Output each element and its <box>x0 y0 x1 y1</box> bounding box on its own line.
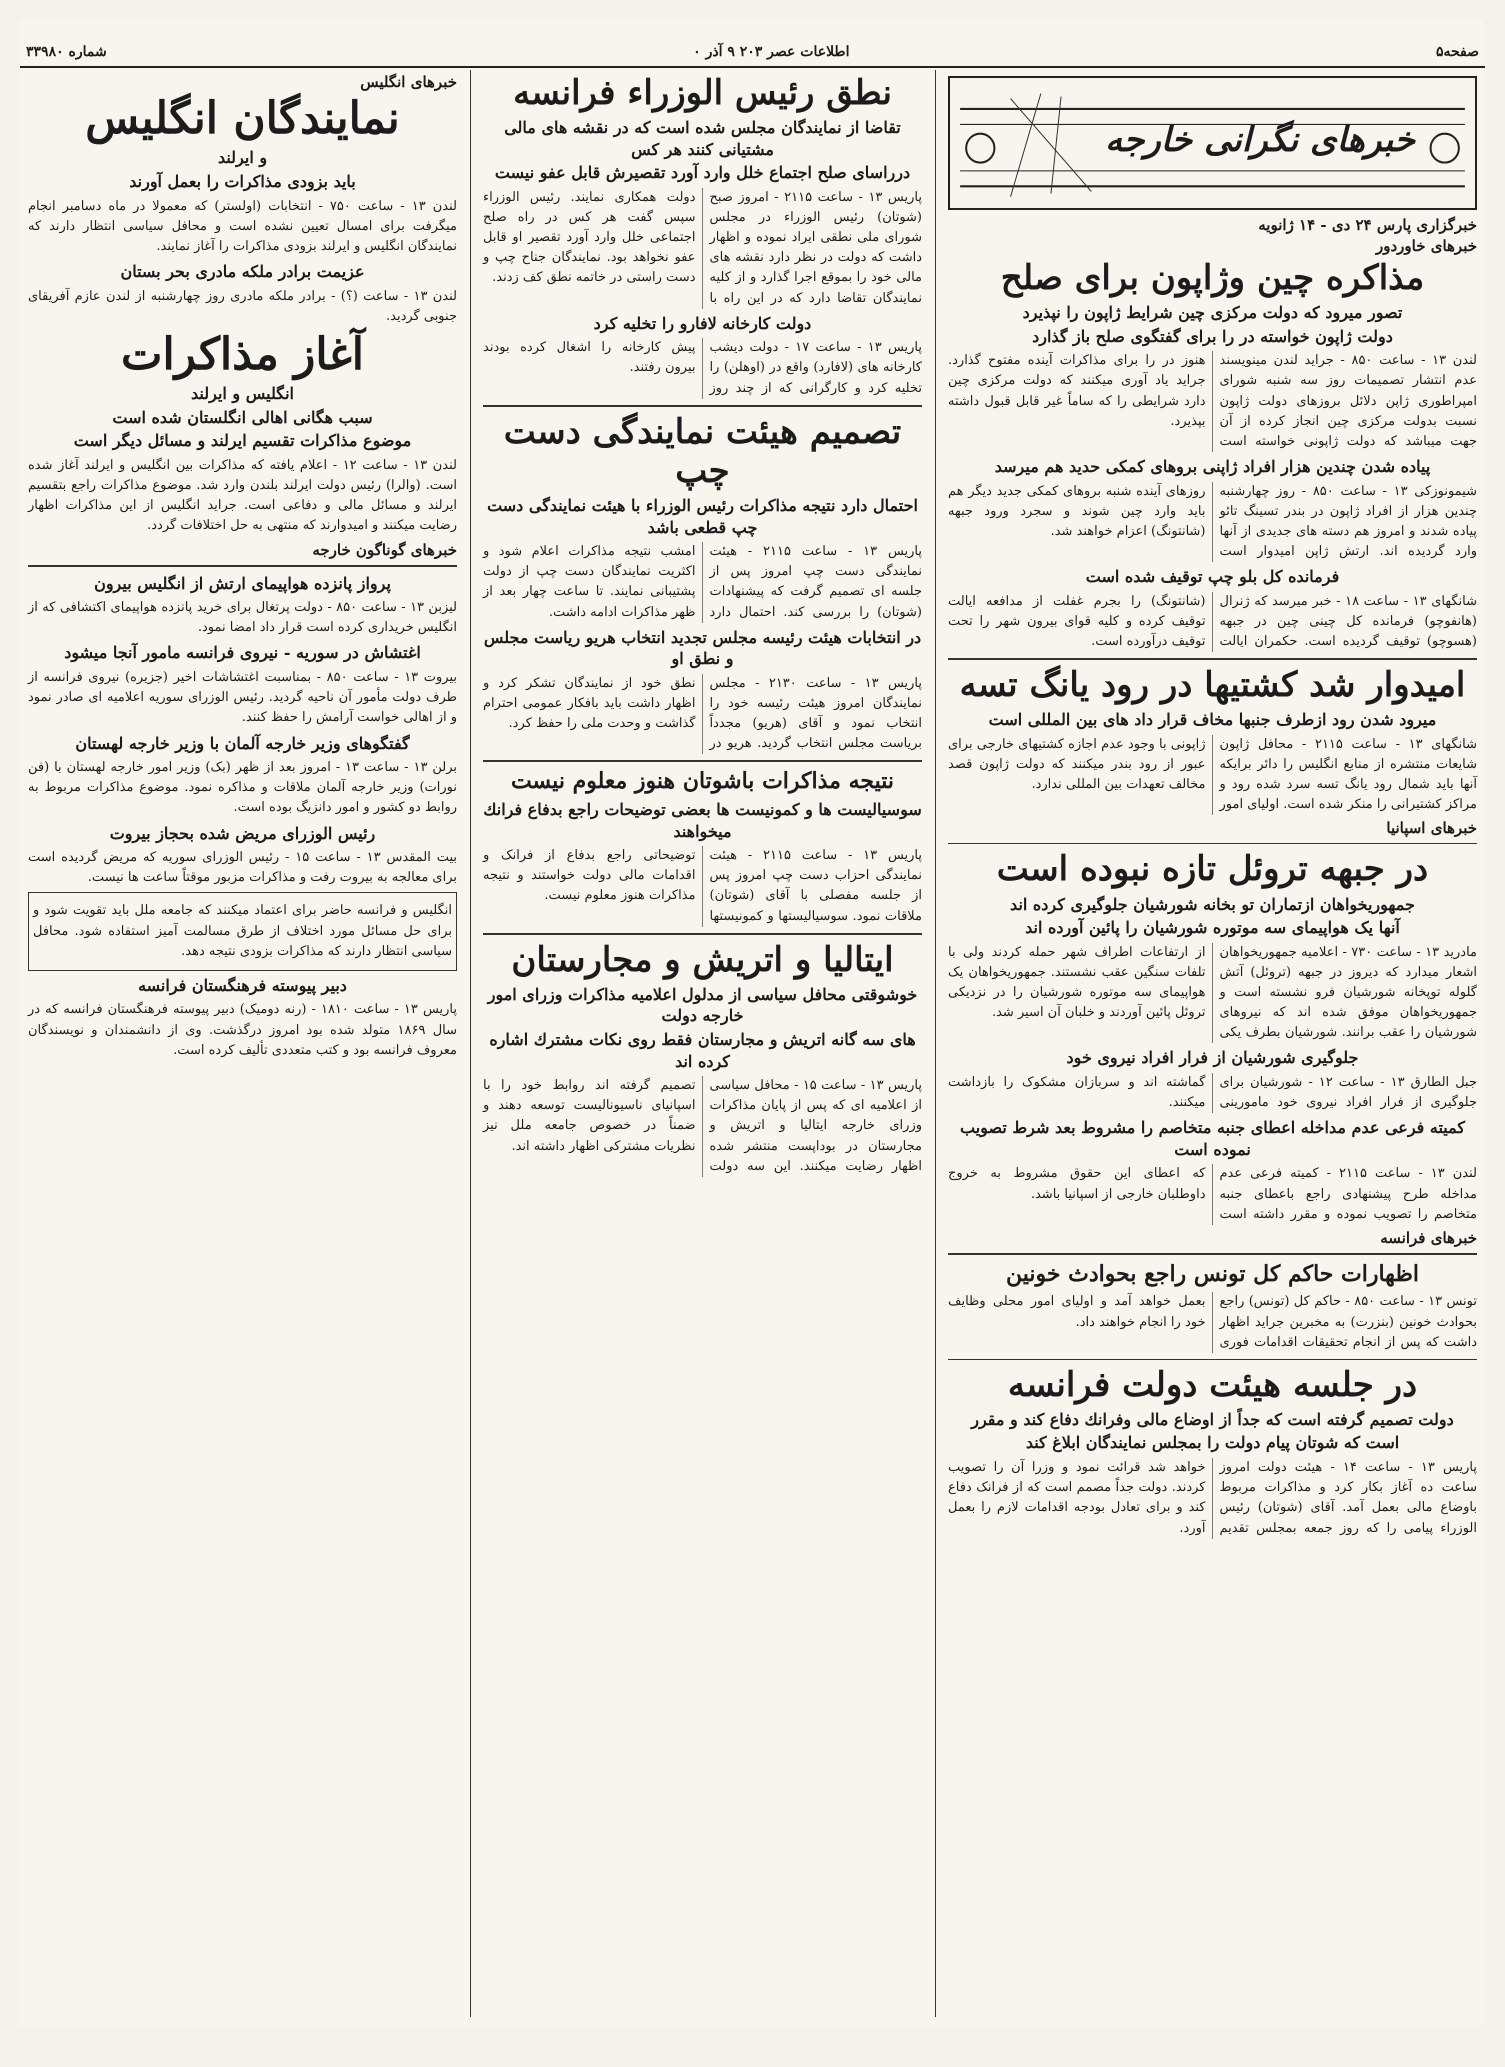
divider <box>948 843 1477 844</box>
article-body: پاریس ۱۳ - ساعت ۲۱۳۰ - مجلس نمایندگان امروز هیئت رئیسه خود را انتخاب نمود و آقای (هریو) مجدداً بریاست مجلس انتخاب گردید. هریو در نطق خود از نمایندگان تشکر کرد و اظهار داشت باید بافکار عمومی احترام گذاشت و وحدت ملی را حفظ کرد. <box>483 675 922 752</box>
subheadline: خوشوقتی محافل سیاسی از مدلول اعلامیه مذاکرات وزرای امور خارجه دولت <box>487 984 918 1026</box>
headline: تصمیم هیئت نمایندگی دست چپ <box>503 411 902 491</box>
headline: مذاکره چین وژاپون برای صلح <box>1000 258 1425 298</box>
subheadline: سبب هگانی اهالی انگلستان شده است <box>112 407 373 427</box>
headline: نتیجه مذاکرات باشوتان هنوز معلوم نیست <box>510 768 895 795</box>
section-label: خبرهای اسپانیا <box>1386 819 1477 838</box>
headline: در جلسه هیئت دولت فرانسه <box>1007 1364 1418 1405</box>
headline: نطق رئیس الوزراء فرانسه <box>513 73 892 113</box>
page-number-label: صفحه۵ <box>1435 44 1479 60</box>
article-body: تونس ۱۳ - ساعت ۸۵۰ - حاکم کل (تونس) راجع بحوادث خونین (بنزرت) به مخبرین جراید اظهار داشت که پس از انجام تحقیقات اقدامات فوری بعمل خواهد آمد و اولیای امور محلی وظایف خود را انجام خواهند داد. <box>948 1294 1477 1350</box>
article-body: بیت المقدس ۱۳ - ساعت ۱۵ - رئیس الوزرای سوریه که مریض گردیده است برای معالجه به بیروت رفت و مذاکرات مزبور موقتاً ساعت ها نیست. <box>28 850 457 886</box>
divider <box>948 1253 1477 1255</box>
subheadline: است که شوتان پیام دولت را بمجلس نمایندگان ابلاغ کند <box>1025 1433 1400 1453</box>
divider <box>948 658 1477 660</box>
newspaper-page <box>20 20 1485 2027</box>
section-label: خبرهای گوناگون خارجه <box>312 540 457 559</box>
headline: پرواز پانزده هواپیمای ارتش از انگلیس بیرون <box>94 573 391 593</box>
divider <box>483 933 922 935</box>
subheadline: تقاضا از نمایندگان مجلس شده است که در نقشه های مالی مشتیانی کنند هر کس <box>504 118 901 159</box>
headline: در انتخابات هیئت رئیسه مجلس تجدید انتخاب هریو ریاست مجلس و نطق او <box>483 627 922 669</box>
left-column <box>20 70 465 2017</box>
article-body: شانگهای ۱۳ - ساعت ۲۱۱۵ - محافل ژاپون شایعات منتشره از منابع انگلیس را دائر برایکه آنها باید شمال رود یانگ تسه سرد شده رود و مراکز کشتیرانی را منکر شده است. اولیای امور ژاپونی با وجود عدم اجازه کشتیهای خارجی برای عبور از رود بندر میکنند که دولت ژاپون قصد مخالف تعهدات بین المللی ندارد. <box>948 736 1477 813</box>
headline: آغاز مذاکرات <box>121 328 364 380</box>
subheadline: انگلیس و ایرلند <box>191 384 294 404</box>
foreign-news-masthead <box>948 76 1477 210</box>
article-body: شانگهای ۱۳ - ساعت ۱۸ - خبر میرسد که ژنرال (هانفوچو) فرمانده کل چینی چین در جبهه (هسوچو) توقیف گردیده است. حکمران ایالت (شانتونگ) را بجرم غفلت از مدافعه ایالت توقیف کرده و کلیه قوای بیرون شهر را تحت توقیف درآورده است. <box>948 593 1477 650</box>
article-body: شیمونوزکی ۱۳ - ساعت ۸۵۰ - روز چهارشنبه چندین هزار از افراد ژاپون در بندر تسینگ تائو پیاده شدند و امروز هم دسته های جدیدی از آنها وارد گردیده اند. ارتش ژاپن امیدوار است روزهای آینده شنبه بروهای کمکی جدید دیگر هم باید وارد چین شوند و سجرد ورود جبهه (شانتونگ) اعزام خواهند شد. <box>948 483 1477 559</box>
article-body: پاریس ۱۳ - ساعت ۱۴ - هیئت دولت امروز ساعت ده آغاز بکار کرد و مذاکرات مربوط باوضاع مالی بعمل آمد. آقای (شوتان) رئیس الوزراء پیامی را که روز جمعه بمجلس تقدیم خواهد شد قرائت نمود و وزرا آن را تصویب کردند. دولت جداً مصمم است که از فرانک دفاع کند و برای تعادل بودجه اقدامات لازم را بعمل آورد. <box>948 1460 1477 1536</box>
subheadline: میرود شدن رود ازطرف جنبها مخاف قرار داد های بین المللی است <box>988 710 1437 730</box>
column-rule <box>470 70 471 2017</box>
article-body: بیروت ۱۳ - ساعت ۸۵۰ - بمناسبت اغتشاشات اخیر (جزیره) نیروی فرانسه از طرف دولت مأمور آن ناحیه گردید. رئیس الوزرای سوریه اعلامیه ای صادر نمود و از اهالی خواست آرامش را حفظ کنند. <box>28 670 457 726</box>
middle-column <box>475 70 930 2017</box>
article-body: لندن ۱۳ - ساعت ۱۲ - اعلام یافته که مذاکرات بین انگلیس و ایرلند آغاز شده است. (والرا) رئیس دولت ایرلند بلندن وارد شد. موضوع مذاکرات راجع بتقسیم ایرلند و مسائل مالی و دفاعی است. جراید انگلیس از این مذاکرات اظهار رضایت میکنند و امیدوارند که منتهی به حل اختلافات گردد. <box>28 458 457 534</box>
headline: اغتشاش در سوریه - نیروی فرانسه مامور آنجا میشود <box>64 643 421 663</box>
headline: گفتگوهای وزیر خارجه آلمان با وزیر خارجه لهستان <box>75 733 410 753</box>
headline: دبیر پیوسته فرهنگستان فرانسه <box>138 975 347 995</box>
divider <box>483 405 922 407</box>
article-body: پاریس ۱۳ - ساعت ۲۱۱۵ - هیئت نمایندگی دست چپ امروز پس از جلسه ای تصمیم گرفت که پیشنهادات (شوتان) را بررسی کند. احتمال دارد امشب نتیجه مذاکرات اعلام شود و اکثریت نمایندگان دست چپ از دولت پشتیبانی نمایند. تا ساعت چهار بعد از ظهر مذاکرات ادامه داشت. <box>483 544 923 620</box>
article-body: لندن ۱۳ - ساعت (؟) - برادر ملکه مادری روز چهارشنبه از لندن عازم آفریقای جنوبی گردید. <box>28 288 457 324</box>
article-body: پاریس ۱۳ - ساعت ۱۸۱۰ - (رنه دومیک) دبیر پیوسته فرهنگستان فرانسه که در سال ۱۸۶۹ متولد شده بود امروز درگذشت. وی از دانشمندان و نویسندگان معروف فرانسه بود و کتب متعددی تألیف کرده است. <box>28 1002 457 1058</box>
article-body: پاریس ۱۳ - ساعت ۲۱۱۵ - امروز صبح (شوتان) رئیس الوزراء در مجلس شورای ملی نطقی ایراد نموده و اظهار داشت که دولت در نظر دارد نقشه های مالی خود را بموقع اجرا گذارد و از کلیه نمایندگان تقاضا دارد که در این راه با دولت همکاری نمایند. رئیس الوزراء سپس گفت هر کس در راه صلح اجتماعی خلل وارد آورد تقصیر او قابل عفو نخواهد بود. نمایندگان جناح چپ و دست راستی در خاتمه نطق کف زدند. <box>483 189 922 306</box>
article-body: جبل الطارق ۱۳ - ساعت ۱۲ - شورشیان برای جلوگیری از فرار افراد نیروی خود مامورینی گماشته اند و سربازان مشکوک را بازداشت میکنند. <box>948 1074 1478 1111</box>
issue-date: اطلاعات عصر ۲۰۳ ۹ آذر ۰ <box>693 44 850 60</box>
section-label: خبرهای فرانسه <box>1380 1228 1477 1247</box>
section-label: خبرهای انگلیس <box>360 73 457 91</box>
subheadline: سوسیالیست ها و کمونیست ها بعضی توضیحات راجع بدفاع فرانك میخواهند <box>483 799 922 841</box>
subheadline: های سه گانه اتریش و مجارستان فقط روی نکات مشترك اشاره کرده اند <box>489 1029 916 1071</box>
article-body: لندن ۱۳ - ساعت ۷۵۰ - انتخابات (اولستر) که معمولا در ماه دسامبر انجام میگرفت برای امسال تعیین نشده است و محافل سیاسی انتظار دارند که نمایندگان انگلیس و ایرلند بزودی مذاکرات را آغاز نمایند. <box>28 198 457 254</box>
headline: جلوگیری شورشیان از فرار افراد نیروی خود <box>1066 1048 1359 1068</box>
subheadline: باید بزودی مذاکرات را بعمل آورند <box>129 171 356 191</box>
headline: در جبهه تروئل تازه نبوده است <box>996 849 1429 890</box>
divider <box>28 565 457 567</box>
subheadline: و ایرلند <box>217 148 268 168</box>
issue-number: شماره ۳۳۹۸۰ <box>26 44 107 60</box>
article-body: پاریس ۱۳ - ساعت ۱۷ - دولت دیشب کارخانه های (لافارد) واقع در (اوهلن) را تخلیه کرد و کارگرانی که از چند روز پیش کارخانه را اشغال کرده بودند بیرون رفتند. <box>483 340 922 396</box>
headline: دولت کارخانه لافارو را تخلیه کرد <box>593 313 812 333</box>
headline: امیدوار شد کشتیها در رود یانگ تسه <box>959 665 1466 706</box>
subheadline: احتمال دارد نتیجه مذاکرات رئیس الوزراء با هیئت نمایندگی دست چپ قطعی باشد <box>487 495 918 537</box>
subheadline: درراسای صلح اجتماع خلل وارد آورد تقصیرش قابل عفو نیست <box>494 163 911 183</box>
divider <box>948 1359 1477 1360</box>
article-body: لیزبن ۱۳ - ساعت ۸۵۰ - دولت پرتغال برای خرید پانزده هواپیمای اکتشافی که از انگلیس خریداری کرده است قرار داد امضا نمود. <box>28 600 457 636</box>
column-rule <box>935 70 936 2017</box>
subheadline: دولت ژاپون خواسته در را برای گفتگوی صلح باز گذارد <box>1032 326 1393 346</box>
headline: پیاده شدن چندین هزار افراد ژاپنی بروهای کمکی حدید هم میرسد <box>994 456 1431 476</box>
masthead-title: خبرهای نگرانی خارجه <box>1105 120 1415 160</box>
article-body: مادرید ۱۳ - ساعت ۷۳۰ - اعلامیه جمهوریخواهان اشعار میدارد که دیروز در جبهه (تروئل) آتش گلوله توپخانه شورشیان فرو نشسته است و جمهوریخواهان موفق شده اند که نیروهای شورشیان را عقب برانند. شورشیان بطرف یکی از ارتفاعات اطراف شهر حمله کردند ولی با تلفات سنگین عقب نشستند. جمهوریخواهان یک هواپیمای سه موتوره شورشیان را در نزدیکی تروئل پائین آوردند و خلبان آن اسیر شد. <box>948 944 1477 1041</box>
agency-line: خبرگزاری پارس ۲۴ دی - ۱۴ ژانویه <box>1258 216 1477 234</box>
page-header-bar <box>20 20 1485 68</box>
headline: عزیمت برادر ملکه مادری بحر بستان <box>120 262 365 281</box>
headline: رئیس الوزرای مریض شده بحجاز بیروت <box>109 823 376 843</box>
subheadline: دولت تصمیم گرفته است که جداً از اوضاع مالی وفرانك دفاع كند و مقرر <box>971 1409 1454 1429</box>
headline: فرمانده کل بلو چپ توقیف شده است <box>1085 567 1340 587</box>
article-body: لندن ۱۳ - ساعت ۲۱۱۵ - کمیته فرعی عدم مداخله طرح پیشنهادی راجع باعطای جنبه متخاصم را تصویب نموده و مقرر داشته است که اعطای این حقوق مشروط به خروج داوطلبان خارجی از اسپانیا باشد. <box>948 1166 1477 1222</box>
subheadline: موضوع مذاکرات تقسیم ایرلند و مسائل دیگر است <box>73 431 412 451</box>
subheadline: آنها یک هواپیمای سه موتوره شورشیان را پائین آورده اند <box>1025 918 1400 938</box>
headline: کمیته فرعی عدم مداخله اعطای جنبه متخاصم را مشروط بعد شرط تصویب نموده است <box>960 1118 1465 1159</box>
article-body: پاریس ۱۳ - ساعت ۱۵ - محافل سیاسی از اعلامیه ای که پس از پایان مذاکرات وزرای خارجه ایتالیا و اتریش و مجارستان در بوداپست منتشر شده اظهار رضایت میکنند. این سه دولت تصمیم گرفته اند روابط خود را با اسپانیای ناسیونالیست توسعه دهند و ضمناً در خصوص جامعه ملل نیز نظریات مشترکی اظهار داشته اند. <box>483 1078 922 1174</box>
article-body: پاریس ۱۳ - ساعت ۲۱۱۵ - هیئت نمایندگی احزاب دست چپ امروز پس از جلسه مفصلی با آقای (شوتان) ملاقات نمود. سوسیالیستها و کمونیستها توضیحاتی راجع بدفاع از فرانک و اقدامات مالی دولت خواستند و نتیجه مذاکرات هنوز معلوم نیست. <box>483 848 923 924</box>
divider <box>483 760 922 762</box>
article-body: برلن ۱۳ - ساعت ۱۳ - امروز بعد از ظهر (بک) وزیر امور خارجه لهستان با (فن نورات) وزیر خارجه آلمان ملاقات و مذاکره نمود. موضوع مذاکرات مربوط به روابط دو کشور و امور دانزیگ بوده است. <box>28 760 458 816</box>
article-body: لندن ۱۳ - ساعت ۸۵۰ - جراید لندن مینویسند عدم انتشار تصمیمات روز سه شنبه شورای امپراطوری ژاپن دلائل بروزهای دولت ژاپون نسبت بدولت مرکزی چین انجاز کرده از آن جهت میباشد که دولت ژاپونی خواسته است هنوز در را برای مذاکرات آینده مفتوح گذارد. جراید یاد آوری میکنند که دولت مرکزی چین دارد شرایطی را که ساماً غیر قابل قبول داشته بپذیرد. <box>948 353 1477 449</box>
headline: ایتالیا و اتریش و مجارستان <box>511 939 894 980</box>
headline: نمایندگان انگلیس <box>85 93 400 144</box>
headline: اظهارات حاکم کل تونس راجع بحوادث خونین <box>1006 1260 1419 1287</box>
article-body: انگلیس و فرانسه حاضر برای اعتماد میکنند که جامعه ملل باید تقویت شود و برای حل مسائل مورد اختلاف از طرق مسالمت آمیز استفاده شود. محافل سیاسی انتظار دارند که مذاکرات بزودی نتیجه دهد. <box>33 903 452 959</box>
section-label: خبرهای خاوردور <box>1375 237 1477 255</box>
subheadline: تصور میرود که دولت مرکزی چین شرایط ژاپون را نپذیرد <box>1022 303 1403 323</box>
subheadline: جمهوریخواهان ازتماران تو بخانه شورشیان جلوگیری کرده اند <box>1010 894 1415 914</box>
boxed-notice <box>28 892 457 970</box>
right-column <box>940 70 1485 2017</box>
